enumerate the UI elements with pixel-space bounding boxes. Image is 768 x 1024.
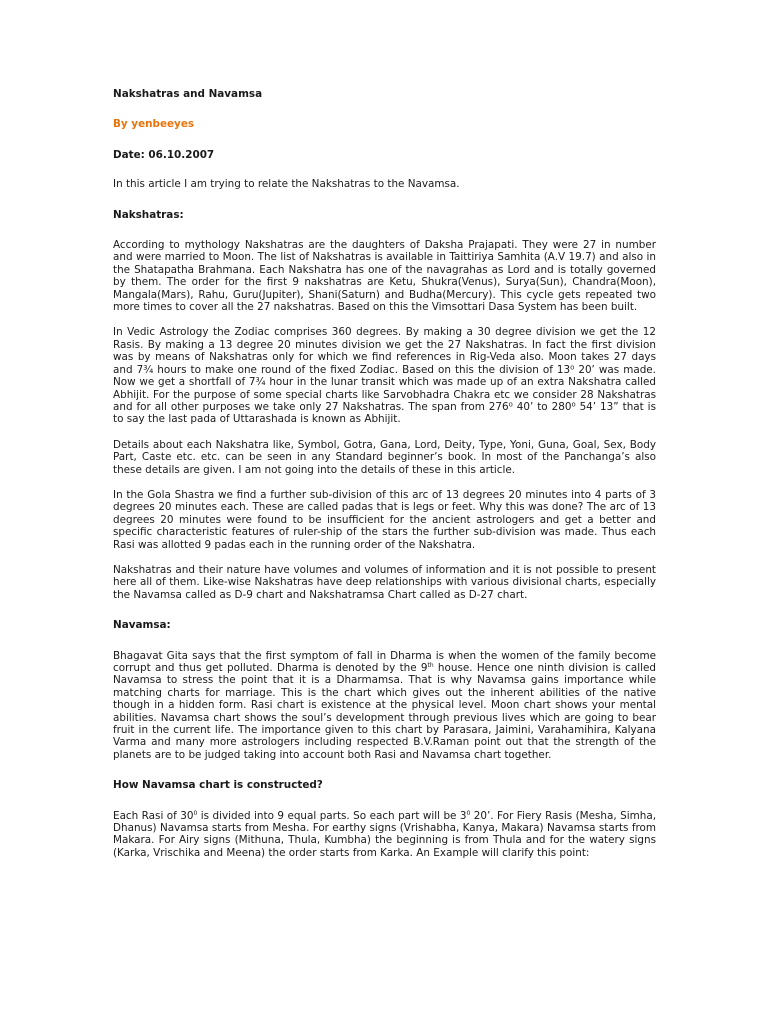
construct-text-1: Each Rasi of 30	[113, 809, 194, 822]
construct-paragraph	[113, 810, 656, 860]
navamsa-heading: Navamsa:	[113, 619, 171, 632]
nakshatras-paragraph-2: In Vedic Astrology the Zodiac comprises 360 degrees. By making a 30 degree division we get the 12 Rasis. By making a 13 degree 20 minutes division we get the 27 Nakshatras. In fact the first division was by means of Nakshatras only for which we find references in Rig-Veda also. Moon takes 27 days and 7¾ hours to make one round of the fixed Zodiac. Based on this the division of 13⁰ 20’ was made. Now we get a shortfall of 7¾ hour in the lunar transit which was made up of an extra Nakshatra called Abhijit. For the purpose of some special charts like Sarvobhadra Chakra etc we consider 28 Nakshatras and for all other purposes we take only 27 Nakshatras. The span from 276⁰ 40’ to 280⁰ 54’ 13” that is to say the last pada of Uttarashada is known as Abhijit.	[113, 326, 656, 426]
author-line: By yenbeeyes	[113, 118, 195, 131]
document-title: Nakshatras and Navamsa	[113, 88, 263, 100]
construct-text-2: is divided into 9 equal parts. So each part will be 3	[197, 809, 467, 822]
navamsa-text-start: Bhagavat Gita says that the first symptom of fall in Dharma is when the women of the family become corrupt and thus get polluted. Dharma is denoted by the 9	[113, 649, 656, 674]
navamsa-paragraph	[113, 650, 656, 762]
document-page	[113, 88, 656, 872]
nakshatras-paragraph-3: Details about each Nakshatra like, Symbol, Gotra, Gana, Lord, Deity, Type, Yoni, Guna, Goal, Sex, Body Part, Caste etc. etc. can be seen in any Standard beginner’s book. In most of the Panchanga’s also these details are given. I am not going into the details of these in this article.	[113, 438, 656, 476]
nakshatras-paragraph-4: In the Gola Shastra we find a further sub-division of this arc of 13 degrees 20 minutes into 4 parts of 3 degrees 20 minutes each. These are called padas that is legs or feet. Why this was done? The arc of 13 degrees 20 minutes were found to be insufficient for the ancient astrologers and get a better and specific characteristic features of ruler-ship of the stars the further sub-division was made. Thus each Rasi was allotted 9 padas each in the running order of the Nakshatra.	[113, 488, 656, 551]
nakshatras-heading: Nakshatras:	[113, 208, 184, 221]
degree-superscript-2: 0	[466, 809, 471, 817]
date-line: Date: 06.10.2007	[113, 148, 215, 161]
construct-heading: How Navamsa chart is constructed?	[113, 779, 323, 792]
nakshatras-paragraph-1: According to mythology Nakshatras are the daughters of Daksha Prajapati. They were 27 in number and were married to Moon. The list of Nakshatras is available in Taittiriya Samhita (A.V 19.7) and also in the Shatapatha Brahmana. Each Nakshatra has one of the navagrahas as Lord and is totally governed by them. The order for the first 9 nakshatras are Ketu, Shukra(Venus), Surya(Sun), Chandra(Moon), Mangala(Mars), Rahu, Guru(Jupiter), Shani(Saturn) and Budha(Mercury). This cycle gets repeated two more times to cover all the 27 nakshatras. Based on this the Vimsottari Dasa System has been built.	[113, 239, 656, 314]
nakshatras-paragraph-5: Nakshatras and their nature have volumes and volumes of information and it is not possible to present here all of them. Like-wise Nakshatras have deep relationships with various divisional charts, especially the Navamsa called as D-9 chart and Nakshatramsa Chart called as D-27 chart.	[113, 563, 656, 601]
ordinal-superscript: th	[427, 662, 434, 669]
intro-paragraph: In this article I am trying to relate the Nakshatras to the Navamsa.	[113, 178, 460, 191]
navamsa-text-end: house. Hence one ninth division is called Navamsa to stress the point that it is a Dharmamsa. That is why Navamsa gains importance while matching charts for marriage. This is the chart which gives out the inherent abilities of the native though in a hidden form. Rasi chart is existence at the physical level. Moon chart shows your mental abilities. Navamsa chart shows the soul’s development through previous lives which are going to bear fruit in the current life. The importance given to this chart by Parasara, Jaimini, Varahamihira, Kalyana Varma and many more astrologers including respected B.V.Raman point out that the strength of the planets are to be judged taking into account both Rasi and Navamsa chart together.	[113, 662, 656, 761]
construct-text-3: 20’. For Fiery Rasis (Mesha, Simha, Dhanus) Navamsa starts from Mesha. For earthy signs (Vrishabha, Kanya, Makara) Navamsa starts from Makara. For Airy signs (Mithuna, Thula, Kumbha) the beginning is from Thula and for the watery signs (Karka, Vrischika and Meena) the order starts from Karka. An Example will clarify this point:	[113, 809, 656, 859]
degree-superscript-1: 0	[193, 809, 198, 817]
